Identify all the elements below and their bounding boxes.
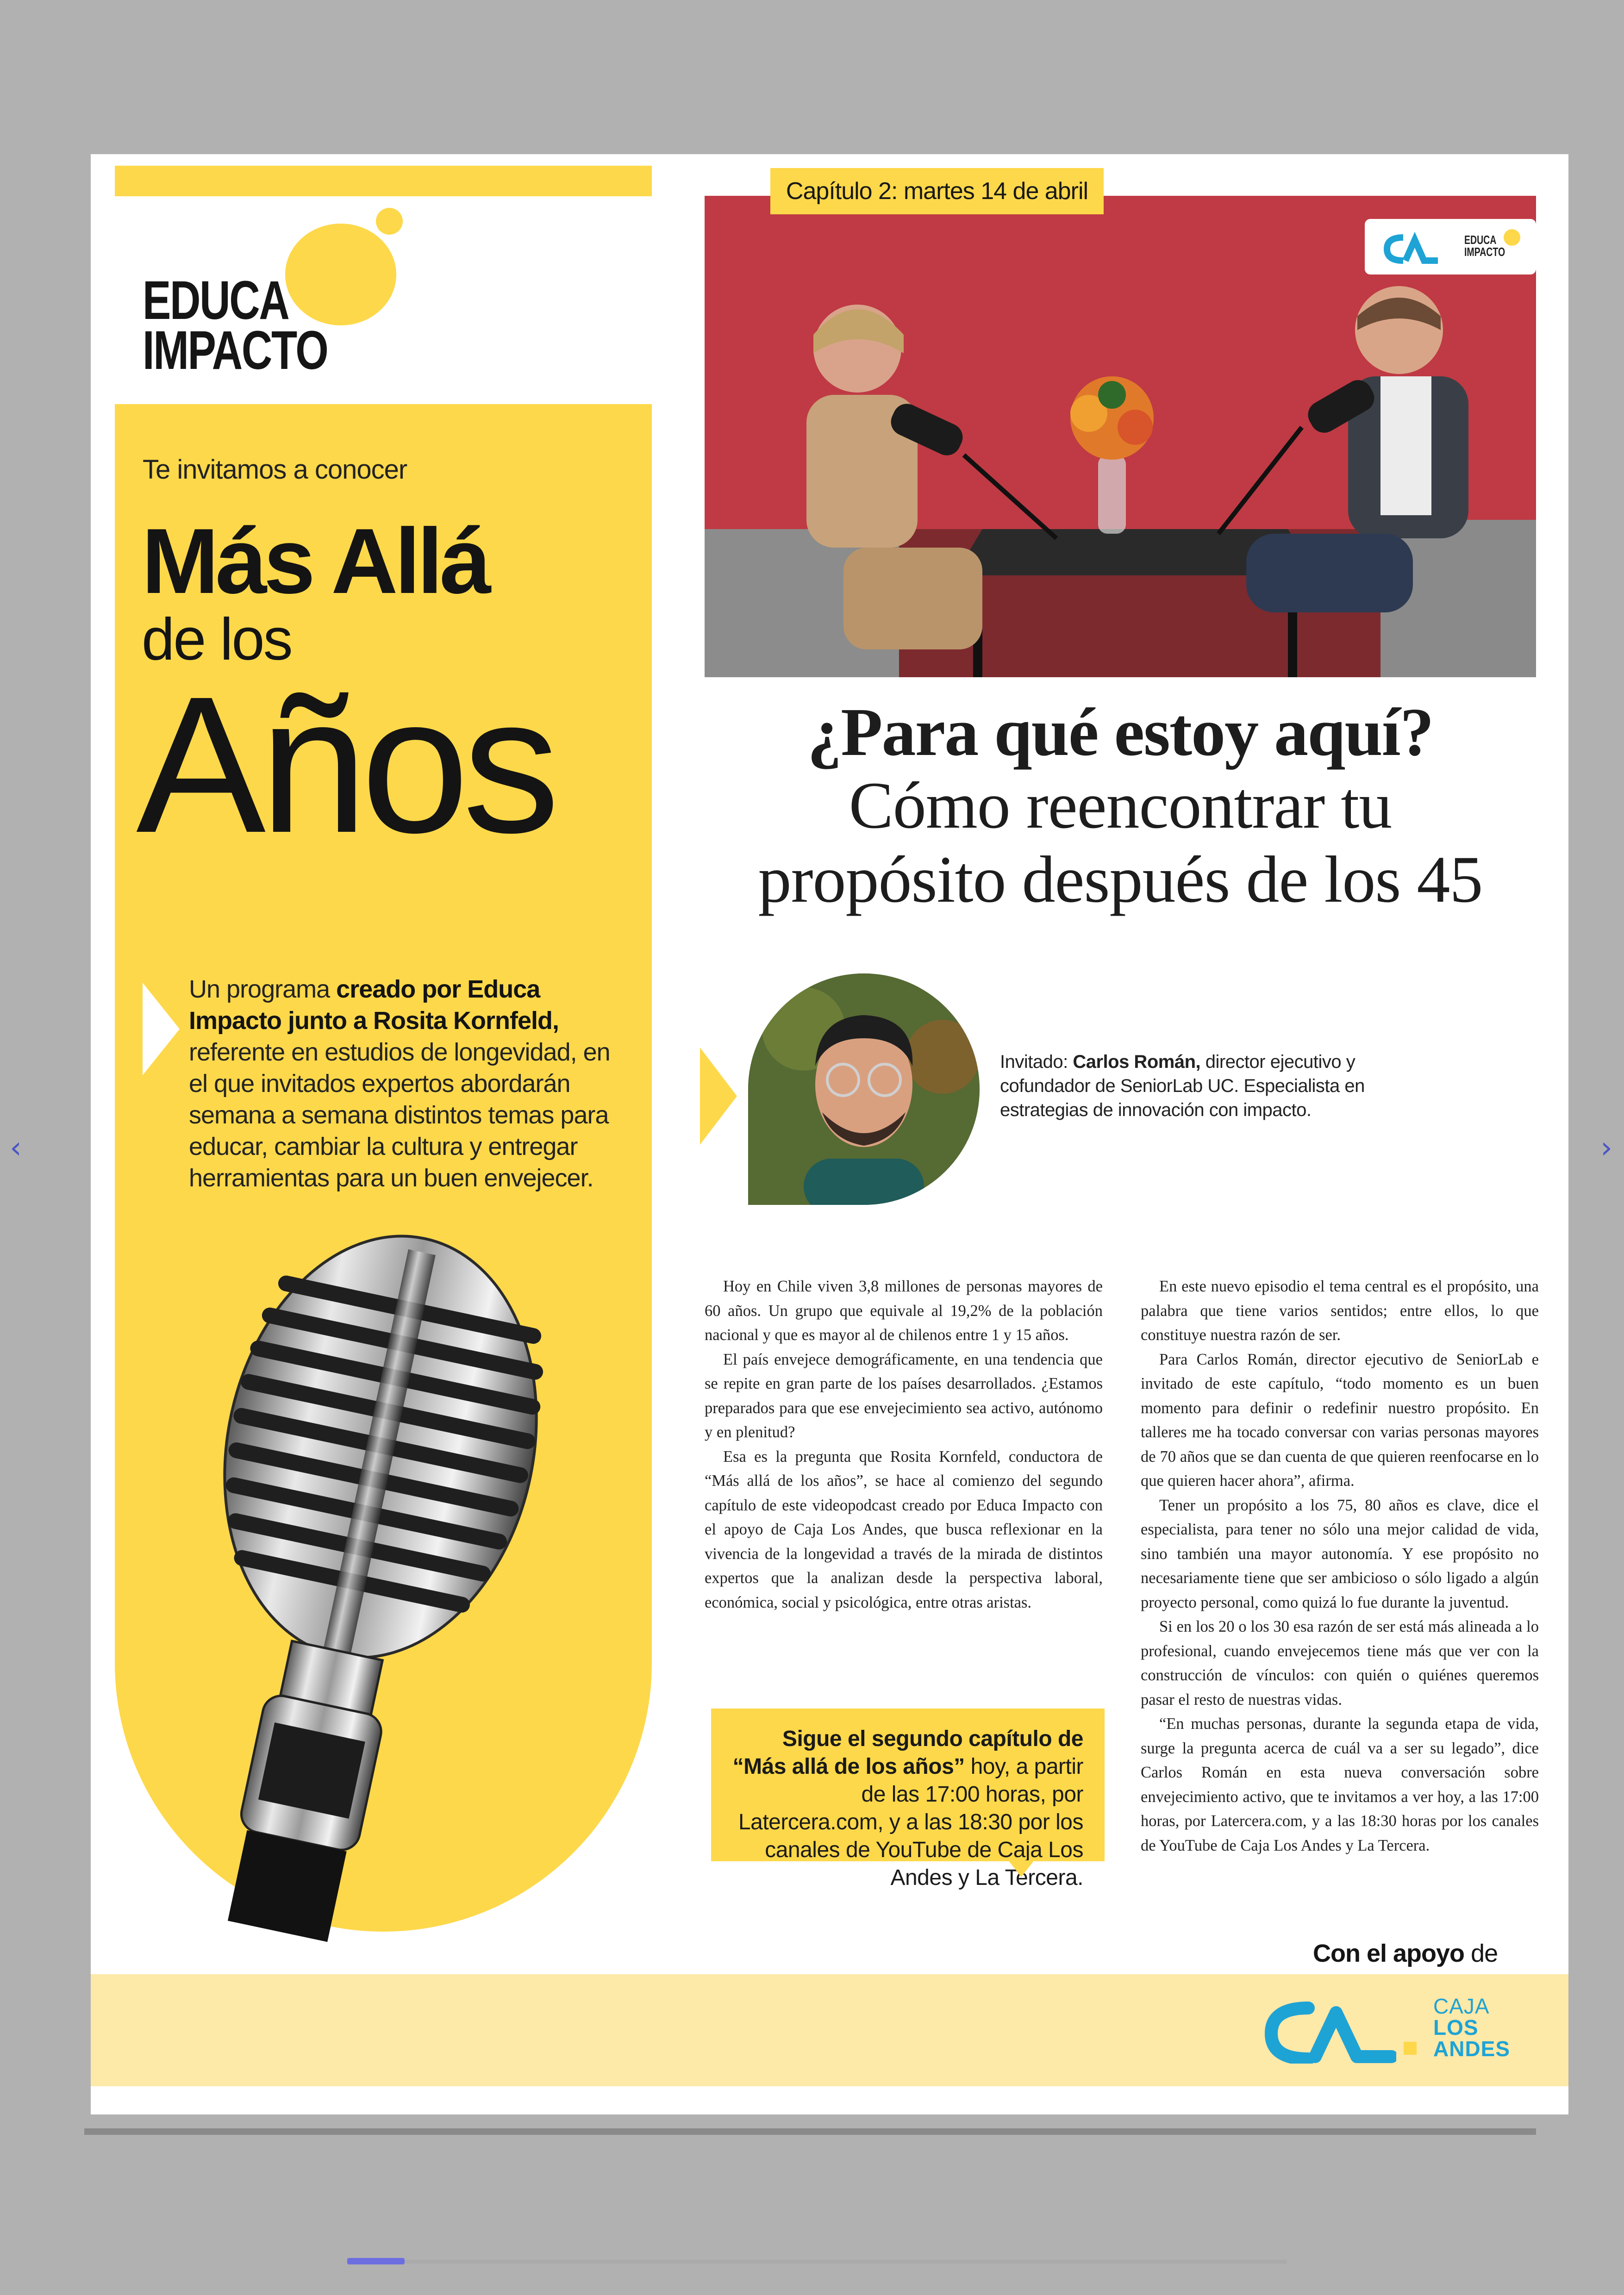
next-page-button[interactable]: › bbox=[1600, 1131, 1612, 1165]
caja-line1: CAJA bbox=[1433, 1994, 1490, 2018]
guest-description: director ejecutivo y cofundador de SeniorLab UC. Especialista en estrategias de innovación con impacto. bbox=[1000, 1052, 1365, 1120]
article-paragraph: Hoy en Chile viven 3,8 millones de personas mayores de 60 años. Un grupo que equivale al 19,2% de la población nacional y que es mayor al de chilenos entre 1 y 15 años. bbox=[705, 1278, 1103, 1344]
chapter-date-tag: Capítulo 2: martes 14 de abril bbox=[770, 168, 1104, 214]
logo-line1: EDUCA bbox=[143, 270, 289, 331]
prev-page-button[interactable]: ‹ bbox=[10, 1131, 22, 1165]
article-paragraph: Para Carlos Román, director ejecutivo de SeniorLab e invitado de este capítulo, “todo momento es un buen momento para definir o redefinir nuestro propósito. En talleres me ha tocado conversar con varias personas mayores de 70 años que se dan cuenta de que quieren reenfocarse en lo que quieren hacer ahora”, afirma. bbox=[1141, 1350, 1539, 1490]
article-paragraph: Si en los 20 o los 30 esa razón de ser está más alineada a lo profesional, cuando envejecemos tiene más que ver con la construcción de vínculos: con quién o quiénes queremos pasar el resto de nuestras vidas. bbox=[1141, 1618, 1539, 1709]
caja-logo-dot bbox=[1404, 2042, 1417, 2055]
guest-portrait-image bbox=[748, 973, 980, 1205]
program-rest: referente en estudios de longevidad, en el que invitados expertos abordarán semana a semana distintos temas para educar, cambiar la cultura y entregar herramientas para un buen envejecer. bbox=[189, 1038, 610, 1192]
guest-label: Invitado: bbox=[1000, 1052, 1073, 1072]
guest-name: Carlos Román, bbox=[1073, 1052, 1201, 1072]
invite-text: Te invitamos a conocer bbox=[143, 455, 407, 485]
support-rest: de bbox=[1464, 1940, 1498, 1967]
article-paragraph: En este nuevo episodio el tema central es el propósito, una palabra que tiene varios sentidos; entre ellos, lo que constituye nuestra razón de ser. bbox=[1141, 1278, 1539, 1344]
yellow-triangle-marker bbox=[700, 1048, 737, 1145]
photo-logo-text bbox=[1464, 234, 1505, 258]
photo-logo-line2: IMPACTO bbox=[1464, 245, 1505, 259]
guest-portrait bbox=[748, 973, 980, 1205]
guest-caption bbox=[1000, 1050, 1417, 1122]
podcast-photo bbox=[705, 196, 1536, 677]
callout-bold: Sigue el segundo capítulo de “Más allá de los años” bbox=[732, 1727, 1083, 1779]
support-label bbox=[1313, 1939, 1498, 1968]
caja-los-andes-logo-icon bbox=[1257, 1994, 1396, 2064]
caja-line2: LOS bbox=[1433, 2015, 1479, 2039]
program-title-line1: Más Allá bbox=[142, 510, 488, 613]
page-scrollbar-track[interactable] bbox=[347, 2260, 1287, 2264]
caja-los-andes-wordmark bbox=[1433, 1996, 1510, 2059]
episode-headline bbox=[705, 696, 1536, 917]
logo-dot bbox=[376, 208, 403, 235]
article-column-2 bbox=[1141, 1274, 1539, 1858]
photo-logo-line1: EDUCA bbox=[1464, 233, 1497, 247]
program-bold: creado por Educa Impacto junto a Rosita Kornfeld, bbox=[189, 975, 559, 1035]
page-scrollbar-thumb[interactable] bbox=[347, 2258, 405, 2264]
callout-tail bbox=[1008, 1860, 1034, 1877]
article-paragraph: El país envejece demográficamente, en una tendencia que se repite en gran parte de los países desarrollados. ¿Estamos preparados para que ese envejecimiento sea activo, autónomo y en plenitud? bbox=[705, 1350, 1103, 1441]
microphone-image bbox=[165, 1228, 581, 1964]
program-description bbox=[189, 973, 624, 1194]
callout-rest: hoy, a partir de las 17:00 horas, por Latercera.com, y a las 18:30 por los canales de YouTube de Caja Los Andes y La Tercera. bbox=[738, 1754, 1083, 1890]
logo-line2: IMPACTO bbox=[143, 320, 328, 381]
program-title-line3: Años bbox=[136, 656, 554, 873]
caja-los-andes-mark-icon bbox=[1378, 228, 1443, 265]
page-shadow bbox=[84, 2128, 1536, 2135]
top-yellow-bar bbox=[115, 166, 652, 196]
caja-line3: ANDES bbox=[1433, 2037, 1511, 2061]
article-paragraph: “En muchas personas, durante la segunda etapa de vida, surge la pregunta acerca de cuál va a ser su legado”, dice Carlos Román en esta nueva conversación sobre envejecimiento activo, que te invitamos a ver hoy, a las 17:00 horas, por Latercera.com, y a las 18:30 horas por los canales de YouTube de Caja Los Andes y La Tercera. bbox=[1141, 1715, 1539, 1854]
newspaper-page bbox=[91, 154, 1568, 2114]
headline-line3: propósito después de los 45 bbox=[758, 843, 1483, 917]
article-paragraph: Tener un propósito a los 75, 80 años es clave, dice el especialista, para tener no sólo una mejor calidad de vida, sino también una mayor autonomía. Y ese propósito no necesariamente tiene que ser ambicioso o sólo ligado a algún proyecto personal, como quizá lo fue durante la juventud. bbox=[1141, 1496, 1539, 1611]
white-triangle-marker bbox=[143, 983, 180, 1075]
photo-logo-badge bbox=[1365, 219, 1536, 274]
program-title-line2: de los bbox=[142, 606, 292, 673]
educa-impacto-logo bbox=[143, 270, 328, 381]
callout-box bbox=[711, 1709, 1105, 1890]
headline-line2: Cómo reencontrar tu bbox=[849, 769, 1392, 842]
article-paragraph: Esa es la pregunta que Rosita Kornfeld, conductora de “Más allá de los años”, se hace al comienzo del segundo capítulo de este videopodcast creado por Educa Impacto con el apoyo de Caja Los Andes, que busca reflexionar en la vivencia de la longevidad a través de la mirada de distintos expertos que la analizan desde la perspectiva laboral, económica, social y psicológica, entre otras aristas. bbox=[705, 1447, 1103, 1611]
program-pre: Un programa bbox=[189, 975, 337, 1003]
photo-logo-dot bbox=[1504, 229, 1520, 246]
article-column-1 bbox=[705, 1274, 1103, 1615]
headline-question: ¿Para qué estoy aquí? bbox=[807, 694, 1433, 770]
support-bold: Con el apoyo bbox=[1313, 1940, 1465, 1967]
